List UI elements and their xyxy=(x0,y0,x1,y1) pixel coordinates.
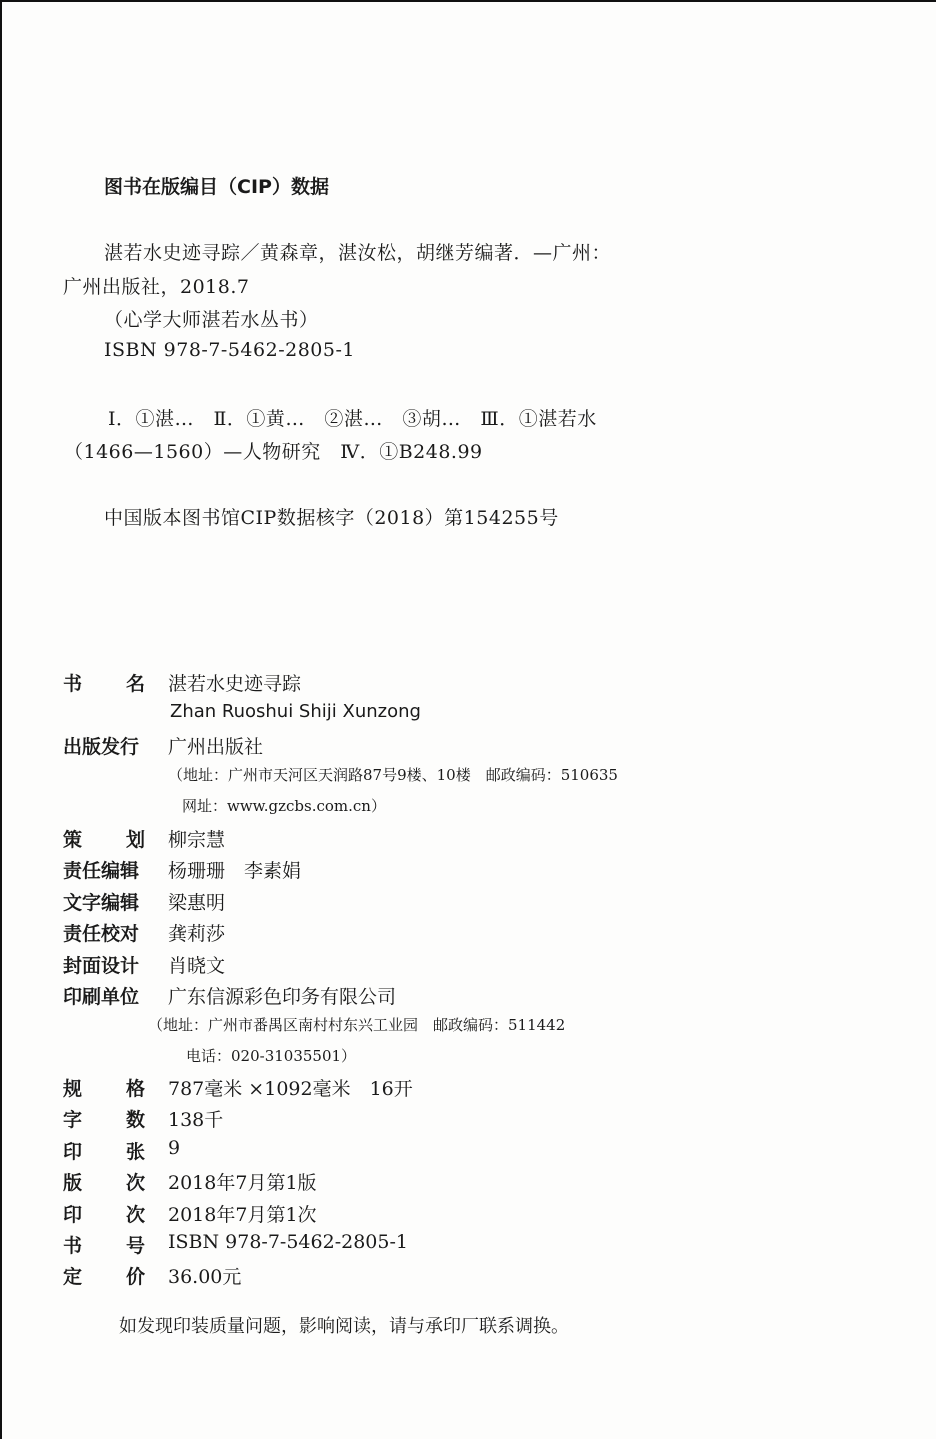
word-count-label-a: 字 xyxy=(63,1109,83,1131)
cip-line-4: ISBN 978-7-5462-2805-1 xyxy=(104,339,355,361)
quality-notice: 如发现印装质量问题，影响阅读，请与承印厂联系调换。 xyxy=(119,1316,569,1337)
publisher-value: 广州出版社 xyxy=(168,736,264,758)
printing-label-b: 次 xyxy=(125,1204,145,1226)
edition-value: 2018年7月第1版 xyxy=(168,1172,317,1194)
page-edge-left xyxy=(0,0,2,1439)
price-label-b: 价 xyxy=(125,1266,145,1288)
edition-label xyxy=(63,1168,145,1195)
publisher-label: 出版发行 xyxy=(63,736,140,758)
title-value: 湛若水史迹寻踪 xyxy=(168,673,302,695)
cip-heading: 图书在版编目（CIP）数据 xyxy=(104,176,329,198)
page-edge-top xyxy=(0,0,936,2)
text-editor-label: 文字编辑 xyxy=(63,892,140,914)
price-label xyxy=(63,1262,145,1289)
isbn-label-a: 书 xyxy=(63,1235,83,1257)
sheets-label-b: 张 xyxy=(125,1141,145,1163)
cover-design-label: 封面设计 xyxy=(63,955,140,977)
isbn-value: ISBN 978-7-5462-2805-1 xyxy=(168,1231,408,1253)
sheets-label-a: 印 xyxy=(63,1141,83,1163)
publisher-website: 网址：www.gzcbs.com.cn） xyxy=(182,797,386,815)
isbn-label xyxy=(63,1231,145,1258)
word-count-value: 138千 xyxy=(168,1109,224,1131)
planner-label-a: 策 xyxy=(63,829,83,851)
price-value: 36.00元 xyxy=(168,1266,242,1288)
publisher-address: （地址：广州市天河区天润路87号9楼、10楼 邮政编码：510635 xyxy=(168,766,618,784)
printing-label-a: 印 xyxy=(63,1204,83,1226)
text-editor-value: 梁惠明 xyxy=(168,892,226,914)
printer-label: 印刷单位 xyxy=(63,986,140,1008)
cip-line-6: （1466—1560）—人物研究 Ⅳ．①B248.99 xyxy=(64,441,483,463)
price-label-a: 定 xyxy=(63,1266,83,1288)
title-label-b: 名 xyxy=(125,673,145,695)
word-count-label-b: 数 xyxy=(125,1109,145,1131)
edition-label-a: 版 xyxy=(63,1172,83,1194)
cip-line-5: Ⅰ．①湛… Ⅱ．①黄… ②湛… ③胡… Ⅲ．①湛若水 xyxy=(108,408,597,430)
format-label xyxy=(63,1074,145,1101)
planner-value: 柳宗慧 xyxy=(168,829,226,851)
cover-design-value: 肖晓文 xyxy=(168,955,226,977)
printing-label xyxy=(63,1200,145,1227)
title-label-a: 书 xyxy=(63,673,83,695)
cip-line-2: 广州出版社，2018.7 xyxy=(63,276,250,298)
format-value: 787毫米 ×1092毫米 16开 xyxy=(168,1078,413,1100)
cip-line-3: （心学大师湛若水丛书） xyxy=(104,309,319,331)
printer-value: 广东信源彩色印务有限公司 xyxy=(168,986,397,1008)
isbn-label-b: 号 xyxy=(125,1235,145,1257)
printing-value: 2018年7月第1次 xyxy=(168,1204,317,1226)
sheets-value: 9 xyxy=(168,1137,181,1159)
title-pinyin: Zhan Ruoshui Shiji Xunzong xyxy=(170,701,421,722)
cip-line-1: 湛若水史迹寻踪／黄森章，湛汝松，胡继芳编著．—广州： xyxy=(104,242,612,264)
printer-phone: 电话：020-31035501） xyxy=(186,1047,357,1065)
cip-line-7: 中国版本图书馆CIP数据核字（2018）第154255号 xyxy=(104,507,559,529)
format-label-a: 规 xyxy=(63,1078,83,1100)
word-count-label xyxy=(63,1105,145,1132)
title-label xyxy=(63,669,145,696)
planner-label-b: 划 xyxy=(125,829,145,851)
printer-address: （地址：广州市番禺区南村村东兴工业园 邮政编码：511442 xyxy=(148,1016,566,1034)
format-label-b: 格 xyxy=(125,1078,145,1100)
sheets-label xyxy=(63,1137,145,1164)
edition-label-b: 次 xyxy=(125,1172,145,1194)
proofreader-label: 责任校对 xyxy=(63,923,140,945)
editor-value: 杨珊珊 李素娟 xyxy=(168,860,302,882)
planner-label xyxy=(63,825,145,852)
editor-label: 责任编辑 xyxy=(63,860,140,882)
proofreader-value: 龚莉莎 xyxy=(168,923,226,945)
